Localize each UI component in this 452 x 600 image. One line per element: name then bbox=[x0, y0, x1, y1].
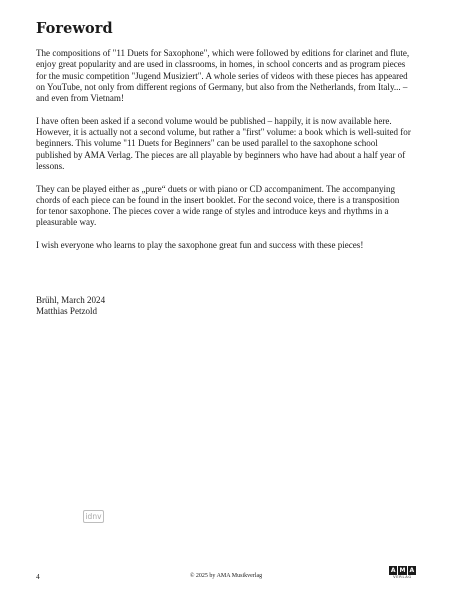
paragraph: I wish everyone who learns to play the saxophone great fun and success with these pieces! bbox=[36, 240, 364, 251]
publisher-logo bbox=[389, 566, 416, 581]
logo-mark bbox=[389, 566, 416, 575]
logo-letter: A bbox=[409, 567, 415, 574]
logo-subtext: VERLAG bbox=[393, 575, 412, 579]
signature-block bbox=[36, 295, 105, 318]
copyright-notice: © 2025 by AMA Musikverlag bbox=[189, 573, 263, 579]
logo-letter: M bbox=[399, 567, 406, 574]
paragraph: They can be played either as „pure“ duets or with piano or CD accompaniment. The accompanying chords of each piece can be found in the insert booklet. For the second voice, there is a transposition for tenor saxophone. The pieces cover a wide range of styles and introduce keys and rhythms in a pleasurable way. bbox=[36, 183, 400, 228]
paragraph: The compositions of "11 Duets for Saxophone", which were followed by editions for clarinet and flute, enjoy great popularity and are used in classrooms, in homes, in school concerts and as program pieces for the music competition "Jugend Musiziert". A whole series of videos with these pieces has appeared on YouTube, not only from different regions of Germany, but also from the Netherlands, from Italy... – and even from Vietnam! bbox=[36, 48, 410, 104]
page-number: 4 bbox=[36, 572, 40, 581]
signature-author: Matthias Petzold bbox=[36, 306, 98, 317]
watermark-stamp: idnv bbox=[83, 510, 104, 523]
signature-place-date: Brühl, March 2024 bbox=[36, 295, 106, 305]
page-title: Foreword bbox=[36, 20, 113, 37]
foreword-body bbox=[36, 48, 412, 263]
paragraph: I have often been asked if a second volume would be published – happily, it is now available here. However, it is actually not a second volume, but rather a "first" volume: a book which is well-suited for beginners. This volume "11 Duets for Beginners" can be used parallel to the saxophone school published by AMA Verlag. The pieces are all playable by beginners who have had about a half year of lessons. bbox=[36, 115, 411, 171]
logo-letter: A bbox=[390, 567, 396, 574]
